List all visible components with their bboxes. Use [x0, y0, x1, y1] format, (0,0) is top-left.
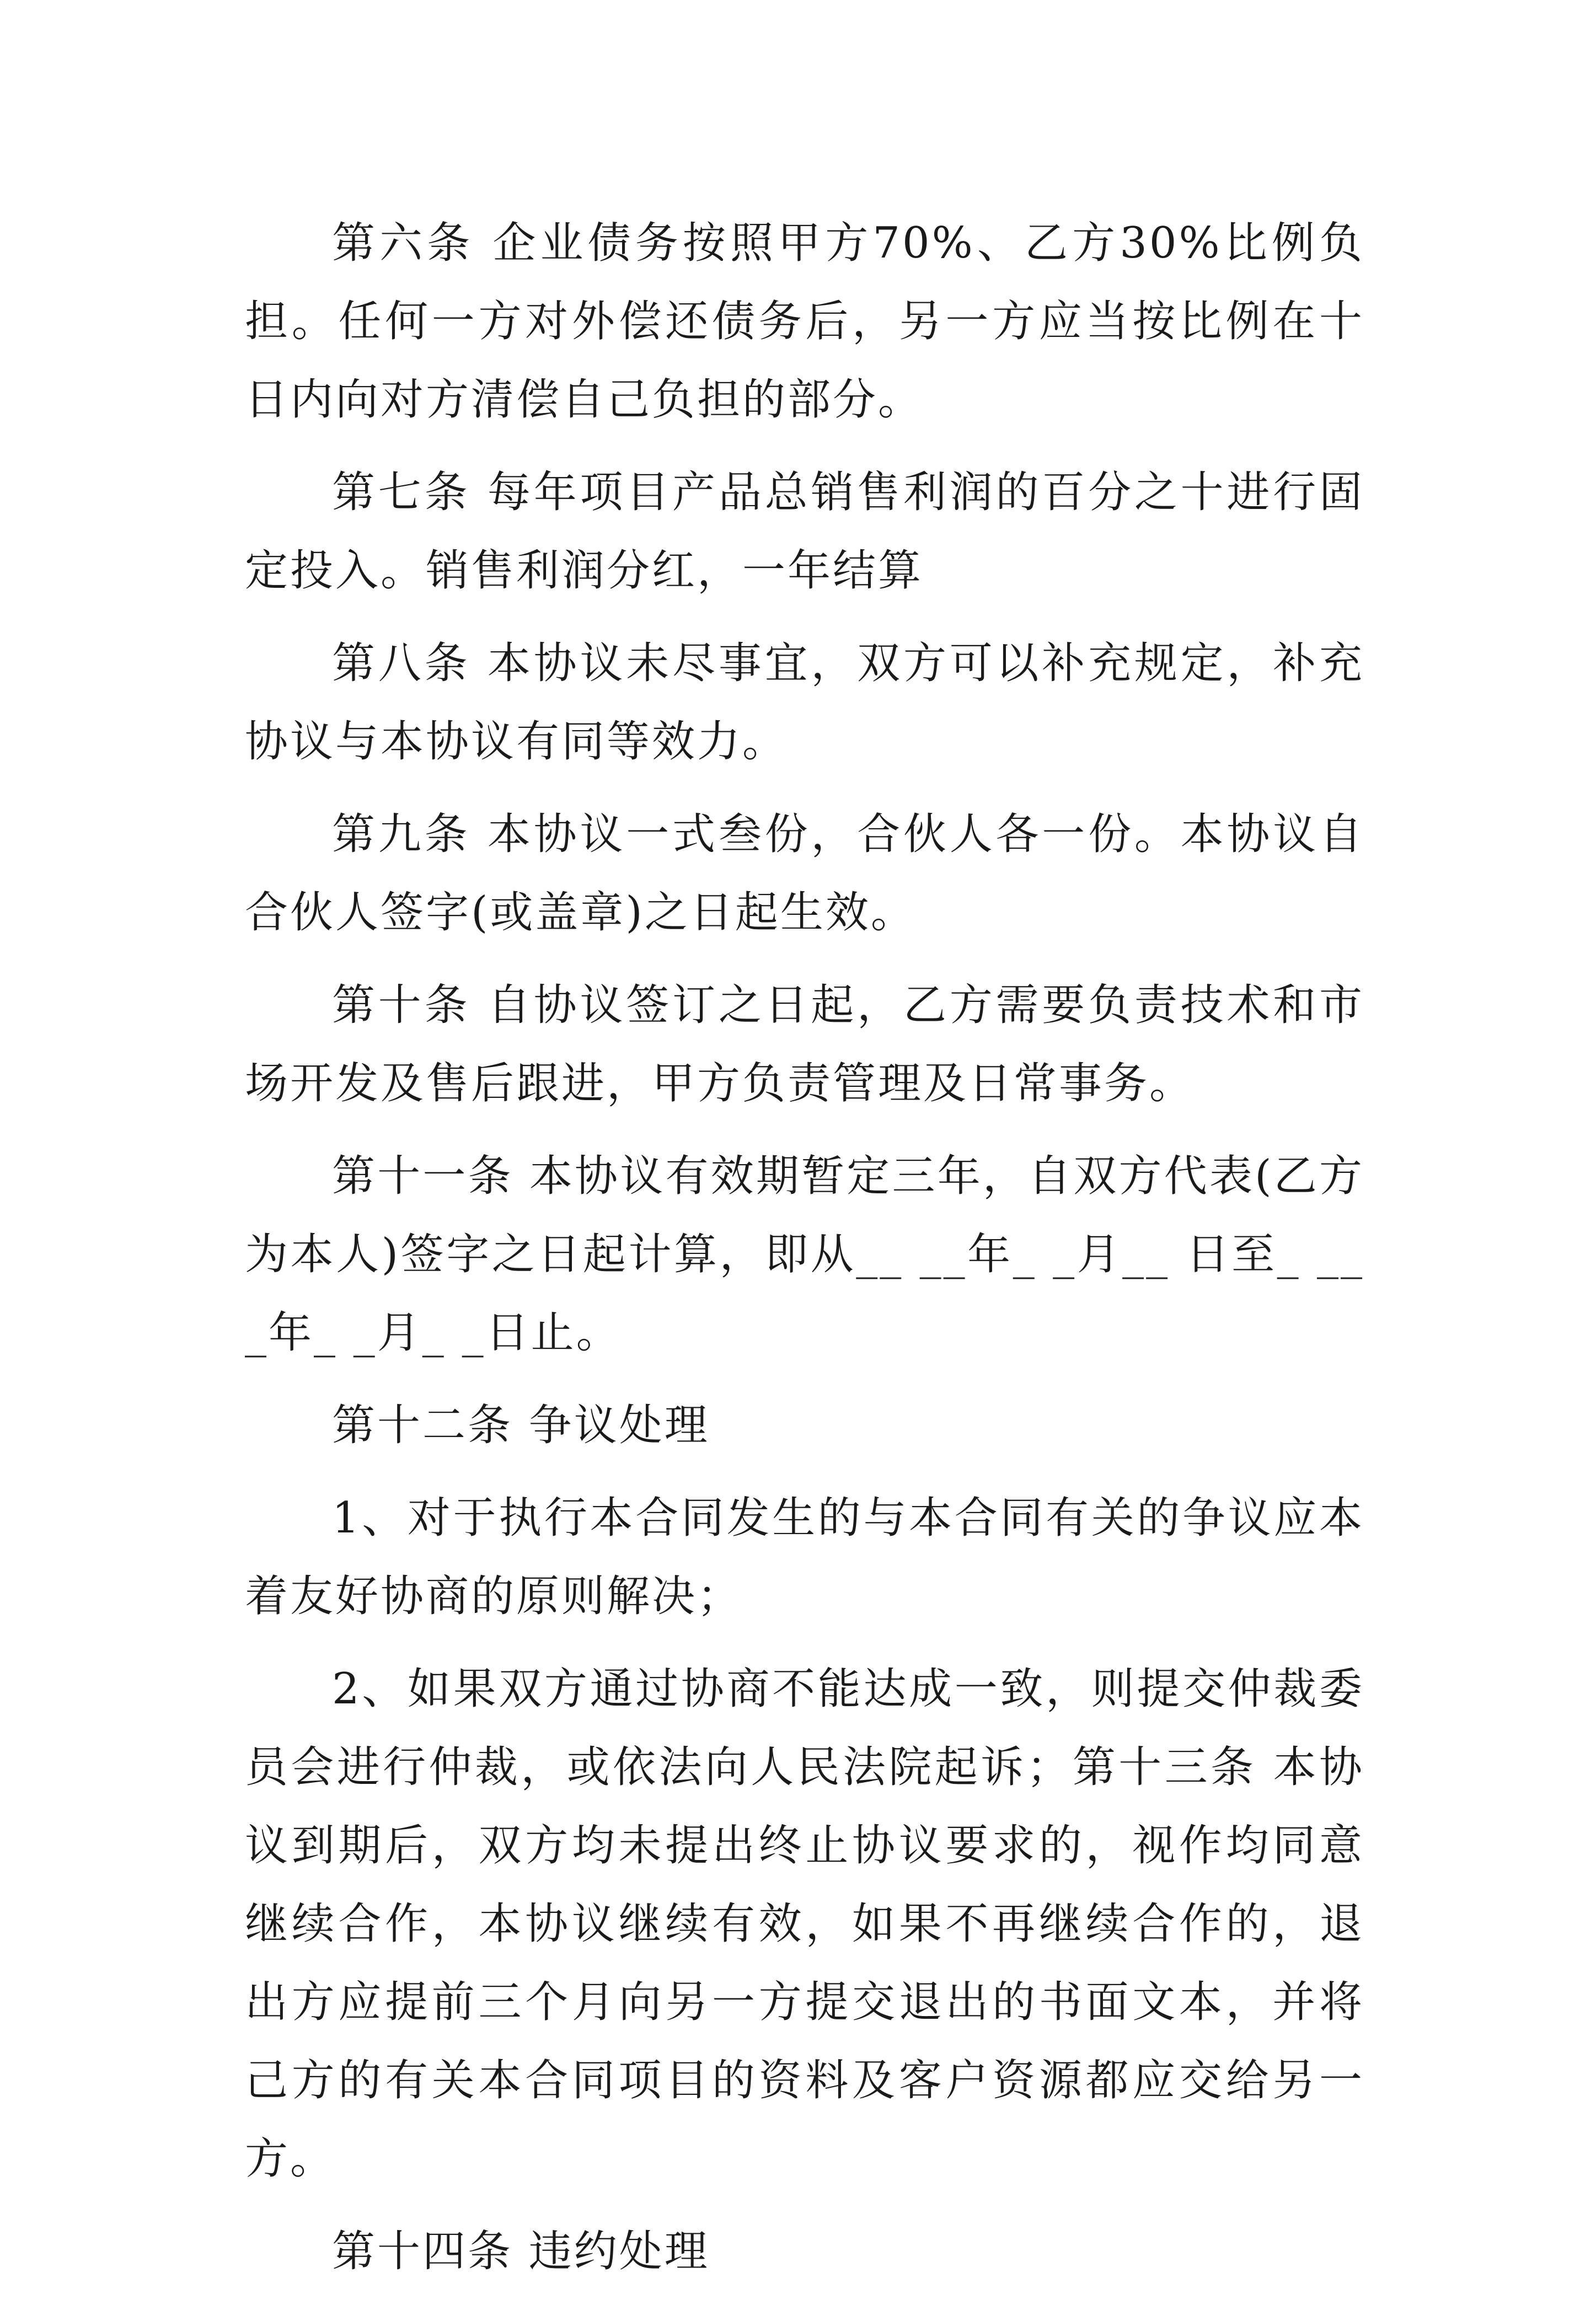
- paragraph-article-12-heading: 第十二条 争议处理: [332, 1401, 710, 1450]
- paragraph-article-14-heading: 第十四条 违约处理: [332, 2227, 710, 2276]
- paragraph-dispute-item-2: 2、如果双方通过协商不能达成一致，则提交仲裁委员会进行仲裁，或依法向人民法院起诉；第十三条 本协议到期后，双方均未提出终止协议要求的，视作均同意继续合作，本协议继续有效，如果不再继续合作的，退出方应提前三个月向另一方提交退出的书面文本，并将己方的有关本合同项目的资料及客户资源都应交给另一方。: [245, 1664, 1364, 2184]
- paragraph-article-8: 第八条 本协议未尽事宜，双方可以补充规定，补充协议与本协议有同等效力。: [245, 639, 1364, 766]
- paragraph-article-10: 第十条 自协议签订之日起，乙方需要负责技术和市场开发及售后跟进，甲方负责管理及日常事务。: [245, 980, 1364, 1108]
- document-page: [245, 204, 1364, 2305]
- paragraph-article-7: 第七条 每年项目产品总销售利润的百分之十进行固定投入。销售利润分红，一年结算: [245, 468, 1364, 596]
- paragraph-article-11: 第十一条 本协议有效期暂定三年，自双方代表(乙方为本人)签字之日起计算，即从__ __年_ _月__ 日至_ ___年_ _月_ _日止。: [245, 1151, 1364, 1358]
- paragraph-dispute-item-1: 1、对于执行本合同发生的与本合同有关的争议应本着友好协商的原则解决；: [245, 1493, 1364, 1621]
- paragraph-article-6: 第六条 企业债务按照甲方70%、乙方30%比例负担。任何一方对外偿还债务后，另一方应当按比例在十日内向对方清偿自己负担的部分。: [245, 218, 1364, 425]
- paragraph-article-9: 第九条 本协议一式叁份，合伙人各一份。本协议自合伙人签字(或盖章)之日起生效。: [245, 810, 1364, 937]
